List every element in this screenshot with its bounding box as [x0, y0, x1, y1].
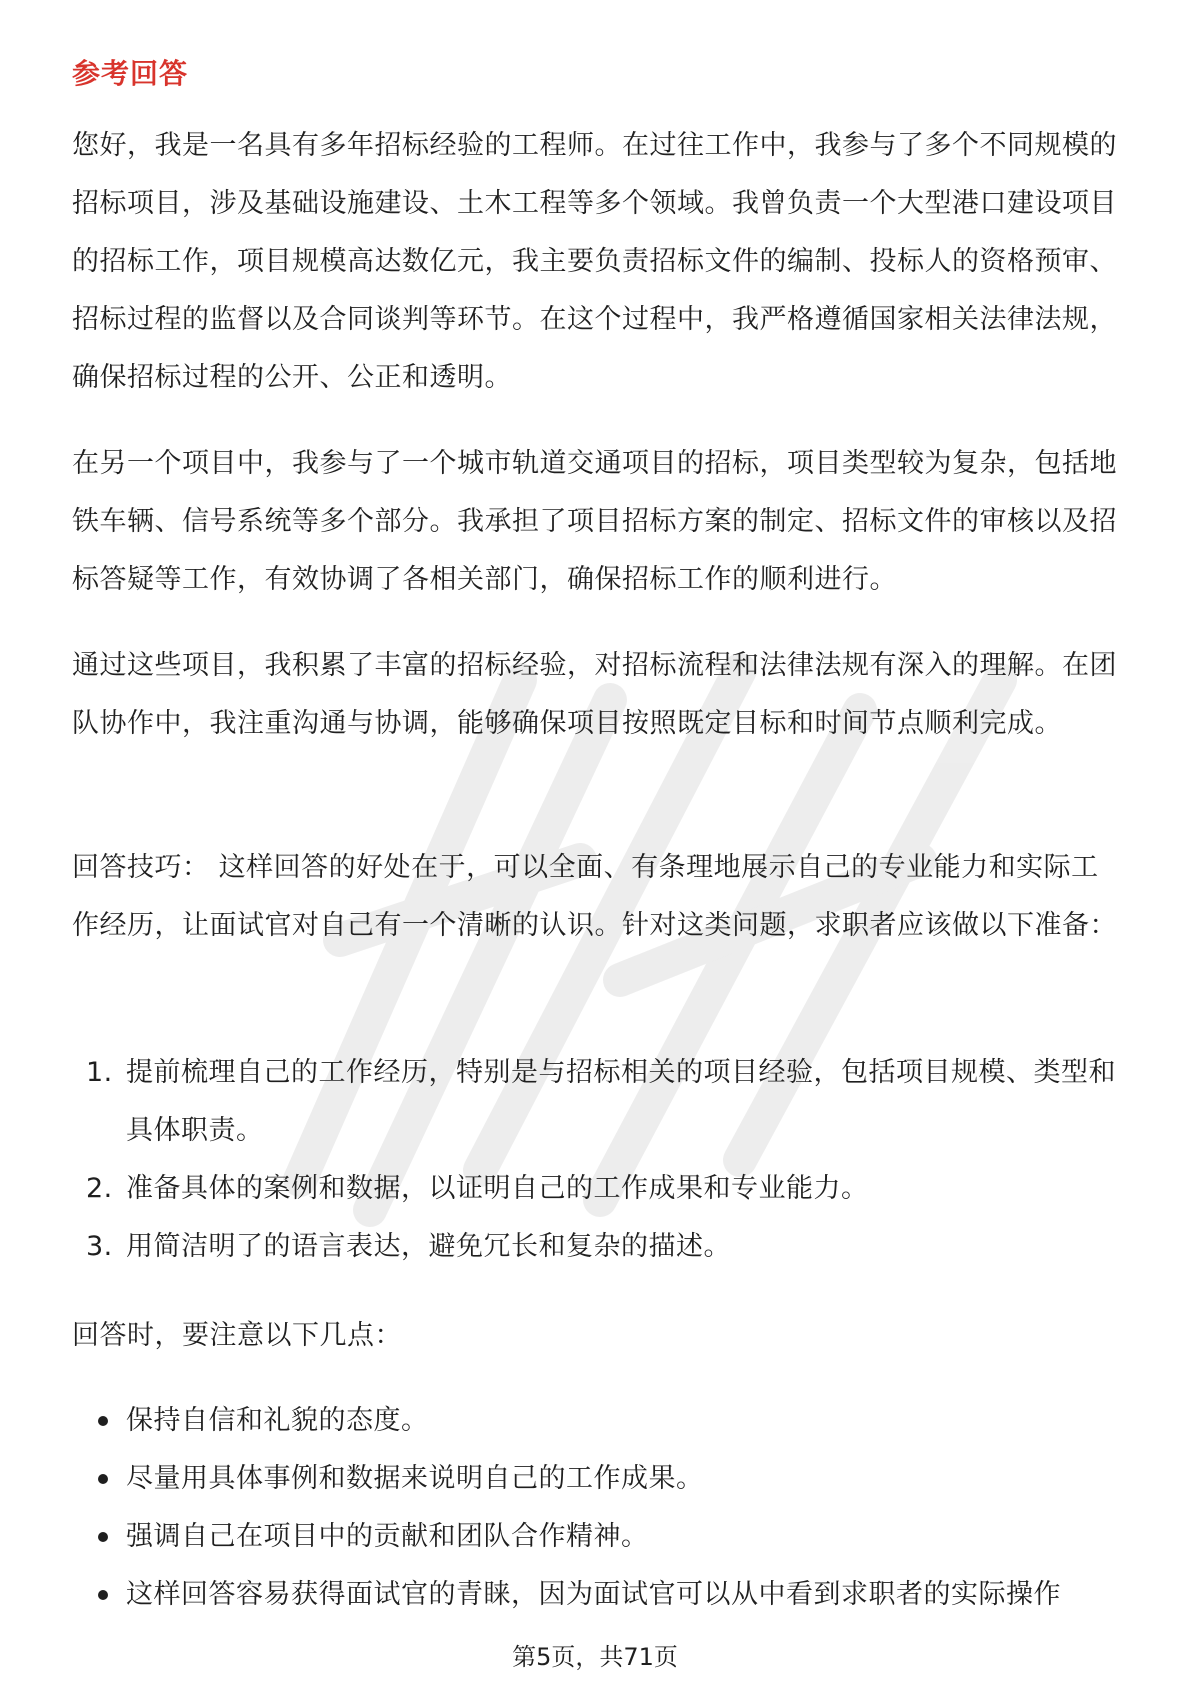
bullet-icon [98, 1416, 108, 1426]
notes-list [72, 1392, 1122, 1624]
paragraph-experience-intro: 您好，我是一名具有多年招标经验的工程师。在过往工作中，我参与了多个不同规模的招标项目，涉及基础设施建设、土木工程等多个领域。我曾负责一个大型港口建设项目的招标工作，项目规模高达数亿元，我主要负责招标文件的编制、投标人的资格预审、招标过程的监督以及合同谈判等环节。在这个过程中，我严格遵循国家相关法律法规，确保招标过程的公开、公正和透明。 [72, 130, 1117, 393]
list-item [72, 1218, 1122, 1276]
list-item [72, 1450, 1122, 1508]
list-item [72, 1160, 1122, 1218]
bullet-icon [98, 1590, 108, 1600]
list-number: 3. [86, 1231, 113, 1262]
paragraph-rail-project: 在另一个项目中，我参与了一个城市轨道交通项目的招标，项目类型较为复杂，包括地铁车辆、信号系统等多个部分。我承担了项目招标方案的制定、招标文件的审核以及招标答疑等工作，有效协调了各相关部门，确保招标工作的顺利进行。 [72, 448, 1117, 595]
list-item-text: 强调自己在项目中的贡献和团队合作精神。 [126, 1521, 649, 1552]
list-number: 2. [86, 1173, 113, 1204]
list-number: 1. [86, 1057, 113, 1088]
paragraph-notes-intro: 回答时，要注意以下几点： [72, 1320, 402, 1351]
list-item-text: 这样回答容易获得面试官的青睐，因为面试官可以从中看到求职者的实际操作 [126, 1579, 1061, 1610]
list-item-text: 保持自信和礼貌的态度。 [126, 1405, 429, 1436]
list-item-text: 用简洁明了的语言表达，避免冗长和复杂的描述。 [126, 1231, 731, 1262]
paragraph-summary: 通过这些项目，我积累了丰富的招标经验，对招标流程和法律法规有深入的理解。在团队协作中，我注重沟通与协调，能够确保项目按照既定目标和时间节点顺利完成。 [72, 650, 1117, 739]
preparation-list [72, 1044, 1122, 1276]
paragraph-answer-tips: 回答技巧： 这样回答的好处在于，可以全面、有条理地展示自己的专业能力和实际工作经历，让面试官对自己有一个清晰的认识。针对这类问题，求职者应该做以下准备： [72, 852, 1117, 941]
list-item [72, 1566, 1122, 1624]
list-item-text: 尽量用具体事例和数据来说明自己的工作成果。 [126, 1463, 704, 1494]
list-item [72, 1392, 1122, 1450]
list-item [72, 1508, 1122, 1566]
bullet-icon [98, 1474, 108, 1484]
list-item [72, 1044, 1122, 1160]
list-item-text: 提前梳理自己的工作经历，特别是与招标相关的项目经验，包括项目规模、类型和具体职责。 [126, 1057, 1116, 1146]
page-number-footer: 第5页，共71页 [512, 1643, 678, 1671]
answer-heading: 参考回答 [72, 57, 189, 90]
list-item-text: 准备具体的案例和数据，以证明自己的工作成果和专业能力。 [126, 1173, 869, 1204]
bullet-icon [98, 1532, 108, 1542]
